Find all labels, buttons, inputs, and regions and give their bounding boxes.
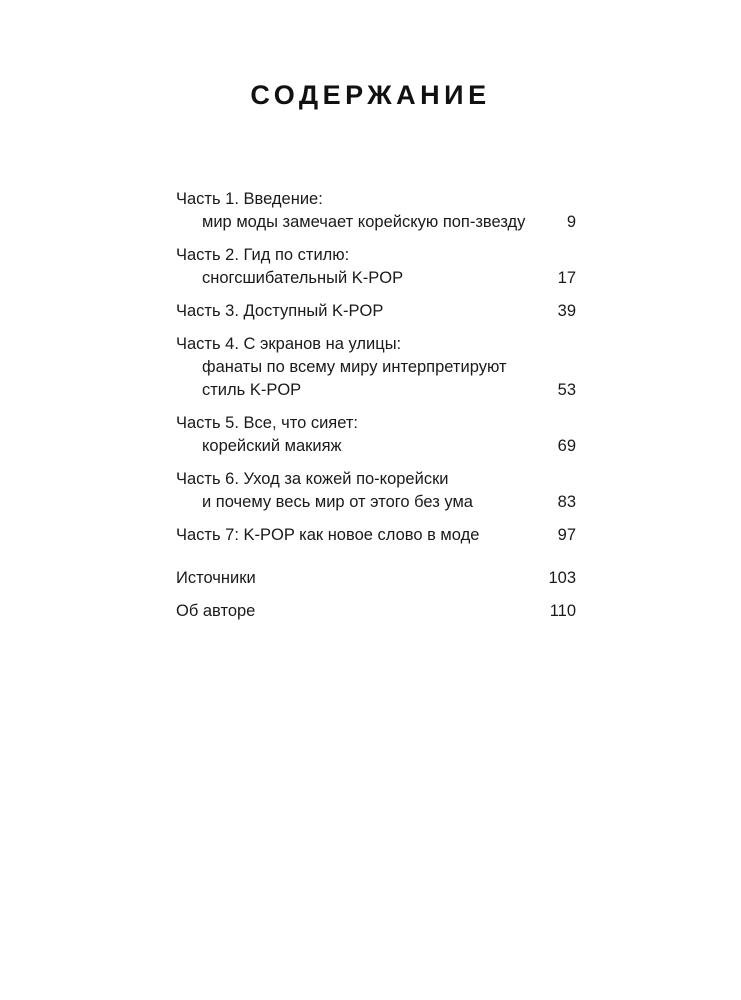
toc-entry-subtitle: фанаты по всему миру интерпретируют: [202, 358, 507, 376]
toc-entry-subtitle: и почему весь мир от этого без ума: [202, 493, 473, 511]
toc-entry-about-author: [176, 600, 576, 623]
toc-entry-title: Часть 6. Уход за кожей по-корейски: [176, 470, 449, 488]
toc-entry-title: Часть 1. Введение:: [176, 190, 323, 208]
toc-entry-title: Часть 5. Все, что сияет:: [176, 414, 359, 432]
toc-page-number: 17: [557, 269, 576, 287]
table-of-contents: [176, 188, 576, 623]
toc-entry-part-4: [176, 333, 576, 402]
toc-entry-part-3: [176, 300, 576, 323]
toc-entry-part-2: [176, 244, 576, 290]
toc-page-number: 103: [548, 569, 576, 587]
toc-page-number: 83: [557, 493, 576, 511]
toc-entry-sources: [176, 567, 576, 590]
toc-entry-part-5: [176, 412, 576, 458]
toc-entry-title: Источники: [176, 569, 256, 587]
toc-entry-subtitle: корейский макияж: [202, 437, 342, 455]
toc-entry-subtitle: сногсшибательный K-POP: [202, 269, 404, 287]
toc-entry-subtitle: мир моды замечает корейскую поп-звезду: [202, 213, 526, 231]
toc-entry-title: Часть 3. Доступный K-POP: [176, 302, 384, 320]
toc-entry-part-7: [176, 524, 576, 547]
toc-page-number: 110: [549, 602, 576, 620]
page-title: СОДЕРЖАНИЕ: [250, 80, 491, 110]
toc-entry-title: Об авторе: [176, 602, 256, 620]
toc-entry-title: Часть 4. С экранов на улицы:: [176, 335, 402, 353]
toc-page-number: 9: [566, 213, 576, 231]
toc-page-number: 53: [557, 381, 576, 399]
toc-entry-subtitle: стиль K-POP: [202, 381, 302, 399]
toc-page-number: 69: [557, 437, 576, 455]
toc-page-number: 97: [557, 526, 576, 544]
toc-page-number: 39: [557, 302, 576, 320]
toc-entry-part-1: [176, 188, 576, 234]
toc-entry-title: Часть 7: K-POP как новое слово в моде: [176, 526, 480, 544]
toc-entry-part-6: [176, 468, 576, 514]
toc-entry-title: Часть 2. Гид по стилю:: [176, 246, 350, 264]
